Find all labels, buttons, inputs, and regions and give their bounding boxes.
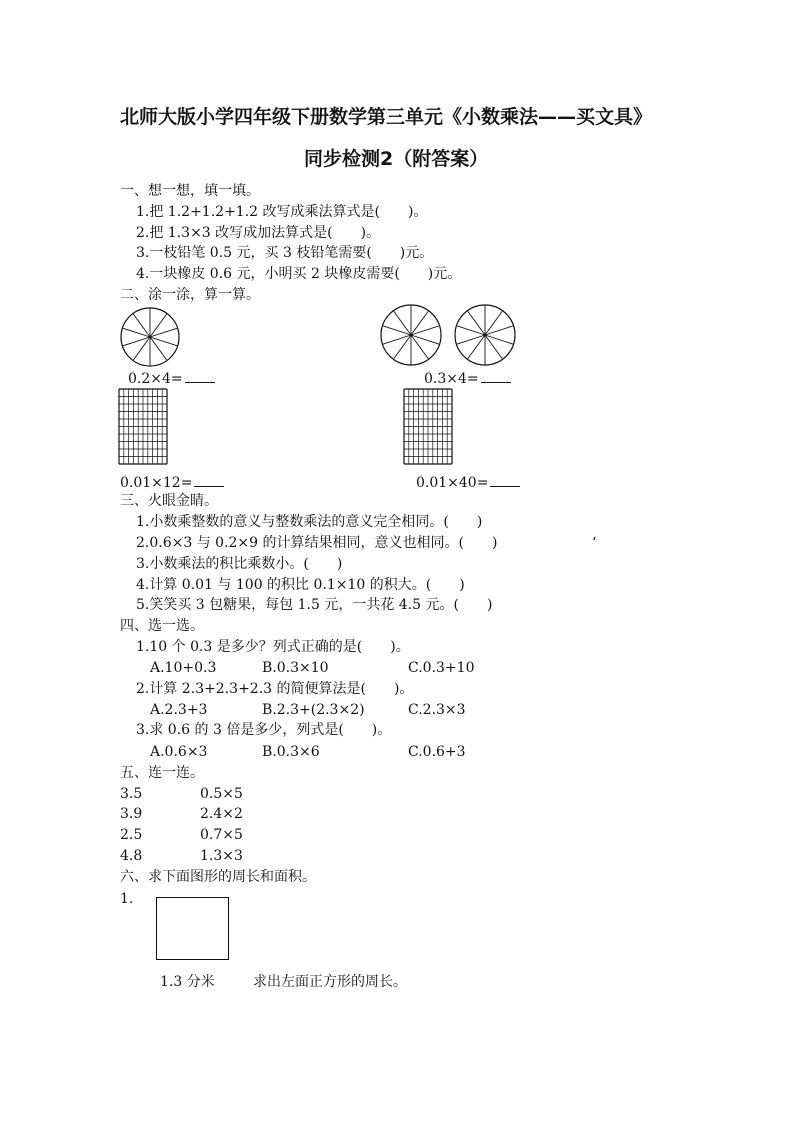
answer-blank[interactable] [185,370,215,383]
section3-heading: 三、火眼金睛。 [120,493,218,509]
equation-4 [416,474,520,490]
section5-heading: 五、连一连。 [120,765,204,781]
fraction-circle-3 [452,302,518,368]
choice-question: 1.10 个 0.3 是多少？列式正确的是( )。 [136,639,410,655]
section3-item: 5.笑笑买 3 包糖果，每包 1.5 元，一共花 4.5 元。( ) [136,597,493,613]
match-right-item[interactable]: 0.5×5 [200,786,243,802]
choice-option-a[interactable]: A.2.3+3 [150,702,208,718]
section1-item: 3.一枝铅笔 0.5 元，买 3 枝铅笔需要( )元。 [136,245,434,261]
equation-1-text: 0.2×4= [128,371,183,387]
section3-item: 3.小数乘法的积比乘数小。( ) [136,556,343,572]
problem-number: 1. [120,891,134,907]
match-left-item[interactable]: 2.5 [120,827,143,843]
equation-4-text: 0.01×40= [416,475,489,491]
section3-item: 2.0.6×3 与 0.2×9 的计算结果相同，意义也相同。( ) [136,535,498,551]
choice-option-a[interactable]: A.10+0.3 [150,660,217,676]
equation-2 [424,370,511,386]
choice-option-c[interactable]: C.0.6+3 [408,744,466,760]
hundred-grid-1 [118,388,168,465]
match-left-item[interactable]: 3.9 [120,806,143,822]
square-figure [156,897,229,960]
answer-blank[interactable] [481,370,511,383]
page-title-line2: 同步检测2（附答案） [304,148,489,170]
equation-3 [120,474,224,490]
section4-heading: 四、选一选。 [120,618,204,634]
equation-2-text: 0.3×4= [424,371,479,387]
match-right-item[interactable]: 0.7×5 [200,827,243,843]
hundred-grid-2 [403,388,453,465]
choice-option-b[interactable]: B.2.3+(2.3×2) [262,702,365,718]
choice-option-b[interactable]: B.0.3×6 [262,744,320,760]
section1-heading: 一、想一想，填一填。 [120,183,260,199]
match-left-item[interactable]: 3.5 [120,786,143,802]
choice-option-c[interactable]: C.0.3+10 [408,660,475,676]
choice-question: 3.求 0.6 的 3 倍是多少，列式是( )。 [136,722,392,738]
choice-option-a[interactable]: A.0.6×3 [150,744,208,760]
fraction-circle-1 [118,305,182,369]
answer-blank[interactable] [194,474,224,487]
choice-question: 2.计算 2.3+2.3+2.3 的简便算法是( )。 [136,681,414,697]
choice-option-c[interactable]: C.2.3×3 [408,702,466,718]
equation-1 [128,370,215,386]
square-side-label: 1.3 分米 [160,974,215,990]
section3-item: 4.计算 0.01 与 100 的积比 0.1×10 的积大。( ) [136,577,465,593]
match-right-item[interactable]: 2.4×2 [200,806,243,822]
section1-item: 4.一块橡皮 0.6 元，小明买 2 块橡皮需要( )元。 [136,266,462,282]
section2-heading: 二、涂一涂，算一算。 [120,287,260,303]
answer-blank[interactable] [490,474,520,487]
section1-item: 1.把 1.2+1.2+1.2 改写成乘法算式是( )。 [136,204,428,220]
section6-heading: 六、求下面图形的周长和面积。 [120,869,316,885]
choice-option-b[interactable]: B.0.3×10 [262,660,329,676]
perimeter-task: 求出左面正方形的周长。 [253,974,407,990]
section3-item: 1.小数乘整数的意义与整数乘法的意义完全相同。( ) [136,514,483,530]
match-left-item[interactable]: 4.8 [120,848,143,864]
page-title-line1: 北师大版小学四年级下册数学第三单元《小数乘法——买文具》 [120,106,653,128]
equation-3-text: 0.01×12= [120,475,193,491]
section1-item: 2.把 1.3×3 改写成加法算式是( )。 [136,225,381,241]
fraction-circle-2 [378,302,444,368]
stray-mark: ‘ [592,535,597,551]
match-right-item[interactable]: 1.3×3 [200,848,243,864]
